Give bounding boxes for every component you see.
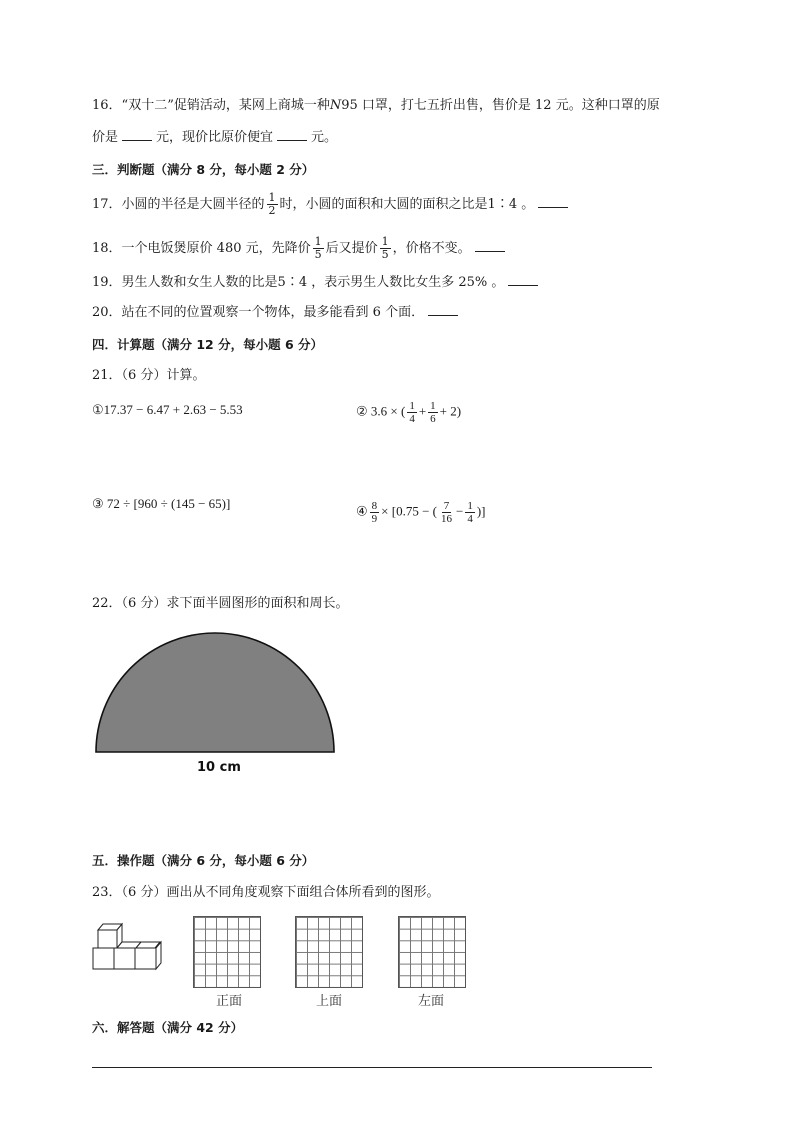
fraction: $\frac{1}{2}$ bbox=[268, 191, 276, 217]
section-3-heading: 三．判断题（满分 8 分，每小题 2 分） bbox=[92, 162, 315, 177]
footer-divider bbox=[92, 1067, 652, 1068]
cube-assembly-figure bbox=[90, 912, 170, 972]
answer-blank[interactable] bbox=[122, 128, 152, 141]
question-17: 17．小圆的半径是大圆半径的 $\frac{1}{2}$ 时，小圆的面积和大圆的面积之比是1∶4 。 bbox=[92, 192, 572, 217]
left-view-grid[interactable] bbox=[398, 916, 466, 988]
section-5-heading: 五．操作题（满分 6 分，每小题 6 分） bbox=[92, 853, 315, 868]
semicircle-figure bbox=[90, 620, 342, 760]
answer-blank[interactable] bbox=[538, 195, 568, 208]
question-18: 18．一个电饭煲原价 480 元，先降价 $\frac{1}{5}$ 后又提价 $\frac{1}{5}$ ，价格不变。 bbox=[92, 236, 509, 261]
front-view-grid[interactable] bbox=[193, 916, 261, 988]
section-4-heading: 四．计算题（满分 12 分，每小题 6 分） bbox=[92, 337, 324, 352]
expression-2: ② 3.6 × ( $\frac{1}{4}$ + $\frac{1}{6}$ + 2) bbox=[356, 400, 462, 425]
diameter-label: 10 cm bbox=[197, 760, 241, 775]
question-20: 20．站在不同的位置观察一个物体，最多能看到 6 个面． bbox=[92, 303, 462, 323]
answer-blank[interactable] bbox=[508, 273, 538, 286]
front-view-label: 正面 bbox=[216, 994, 243, 1009]
question-16-line-2: 价是 元，现价比原价便宜 元。 bbox=[92, 130, 338, 145]
top-view-label: 上面 bbox=[316, 994, 343, 1009]
answer-blank[interactable] bbox=[277, 128, 307, 141]
question-16-line-1: 16．“双十二”促销活动，某网上商城一种N95 口罩，打七五折出售，售价是 12 元。这种口罩的原 bbox=[92, 98, 660, 113]
question-19: 19．男生人数和女生人数的比是5∶4 ，表示男生人数比女生多 25% 。 bbox=[92, 273, 542, 293]
question-23-title: 23．（6 分）画出从不同角度观察下面组合体所看到的图形。 bbox=[92, 885, 440, 900]
answer-blank[interactable] bbox=[428, 303, 458, 316]
section-6-heading: 六．解答题（满分 42 分） bbox=[92, 1020, 244, 1035]
left-view-label: 左面 bbox=[418, 994, 445, 1009]
top-view-grid[interactable] bbox=[295, 916, 363, 988]
semicircle-shape bbox=[96, 633, 334, 752]
question-22-title: 22．（6 分）求下面半圆图形的面积和周长。 bbox=[92, 596, 349, 611]
answer-blank[interactable] bbox=[475, 239, 505, 252]
expression-4: ④ $\frac{8}{9}$ × [0.75 − ( $\frac{7}{16}$ − $\frac{1}{4}$ )] bbox=[356, 500, 486, 525]
expression-3: ③ 72 ÷ [960 ÷ (145 − 65)] bbox=[92, 496, 231, 511]
question-21-title: 21．（6 分）计算。 bbox=[92, 368, 206, 383]
fraction: $\frac{1}{5}$ bbox=[314, 235, 322, 261]
expression-1: ①17.37 − 6.47 + 2.63 − 5.53 bbox=[92, 402, 243, 417]
fraction: $\frac{1}{5}$ bbox=[381, 235, 389, 261]
